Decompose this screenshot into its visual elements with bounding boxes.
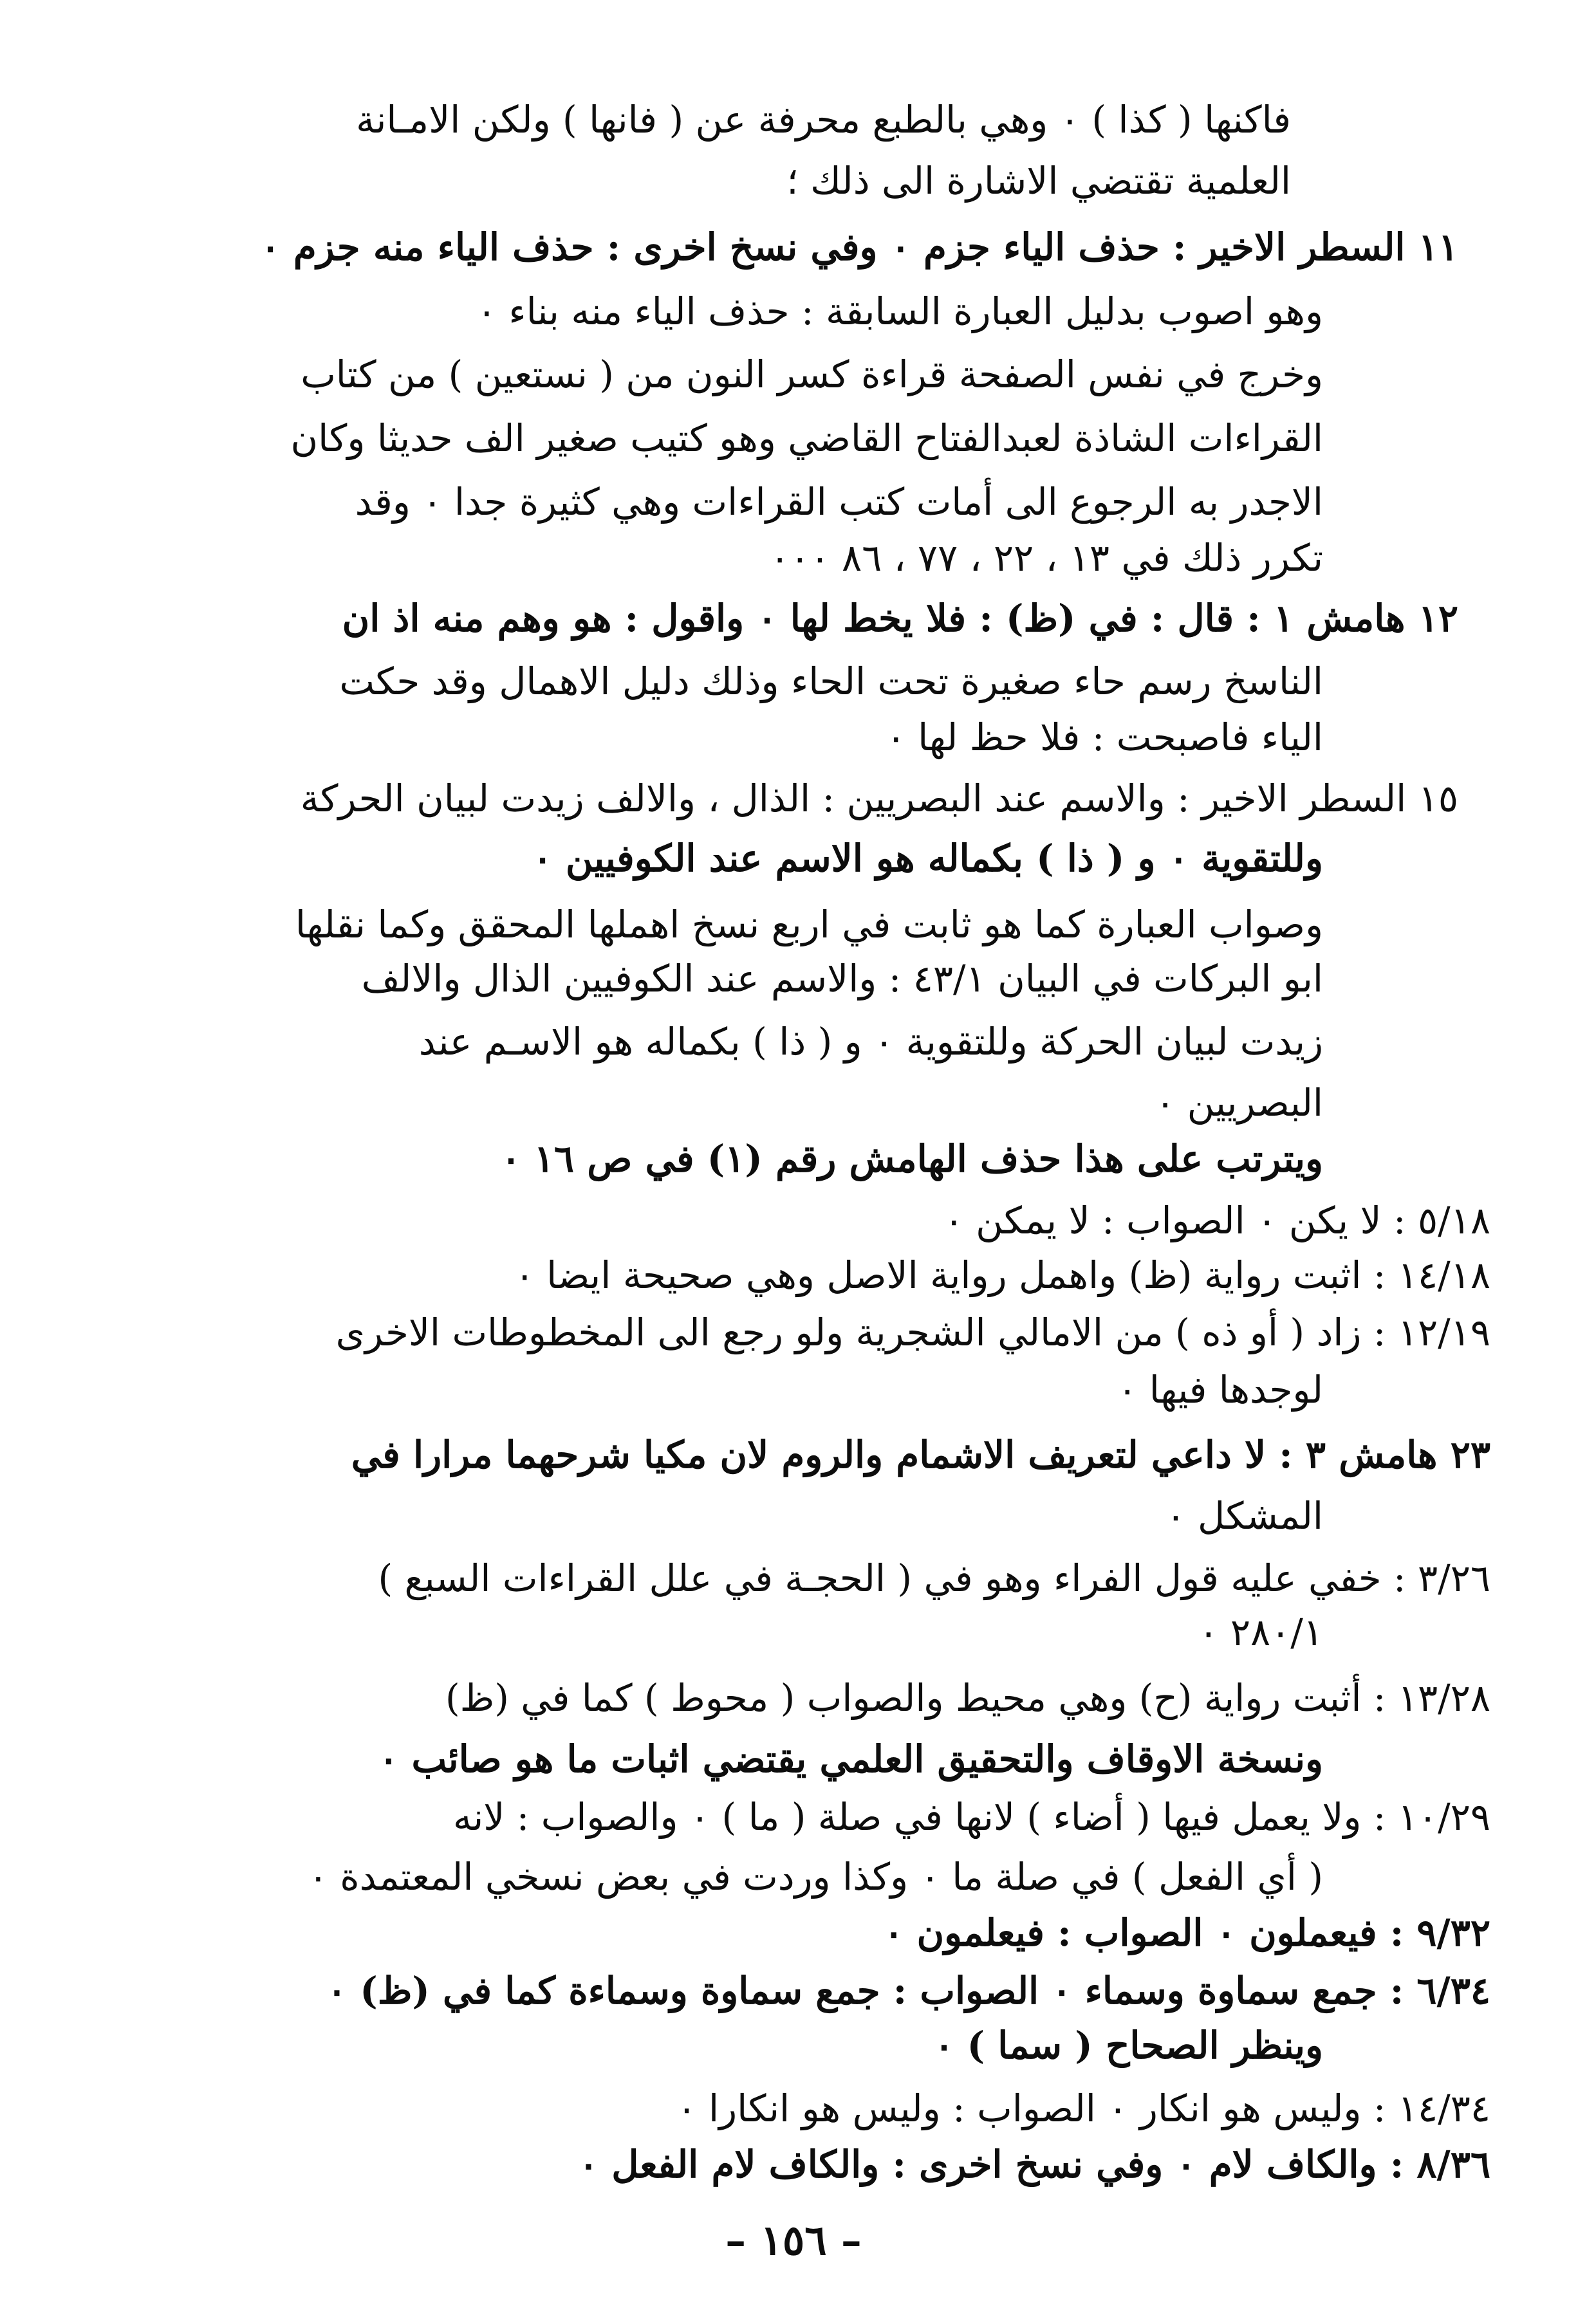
note-line: وخرج في نفس الصفحة قراءة كسر النون من ( نستعين ) من كتاب <box>301 353 1323 396</box>
note-line: زيدت لبيان الحركة وللتقوية ٠ و ( ذا ) بكماله هو الاسـم عند <box>418 1020 1323 1064</box>
note-line: ١٣/٢٨ : أثبت رواية (ح) وهي محيط والصواب ( محوط ) كما في (ظ) <box>445 1676 1490 1720</box>
note-line: ١٢ هامش ١ : قال : في (ظ) : فلا يخط لها ٠ واقول : هو وهم منه اذ ان <box>342 596 1458 640</box>
note-line: ٢٨٠/١ ٠ <box>1198 1610 1323 1654</box>
note-line: ٣/٢٦ : خفي عليه قول الفراء وهو في ( الحجـة في علل القراءات السبع ) <box>378 1556 1490 1600</box>
note-line: ٢٣ هامش ٣ : لا داعي لتعريف الاشمام والروم لان مكيا شرحهما مرارا في <box>351 1433 1490 1477</box>
note-line: ٩/٣٢ : فيعملون ٠ الصواب : فيعلمون ٠ <box>884 1911 1490 1955</box>
note-line: ١١ السطر الاخير : حذف الياء جزم ٠ وفي نسخ اخرى : حذف الياء منه جزم ٠ <box>260 225 1458 269</box>
note-line: ١٥ السطر الاخير : والاسم عند البصريين : الذال ، والالف زيدت لبيان الحركة <box>300 777 1458 820</box>
page-number: – ١٥٦ – <box>725 2217 862 2265</box>
note-line: فاكنها ( كذا ) ٠ وهي بالطبع محرفة عن ( فانها ) ولكن الامـانة <box>356 98 1291 142</box>
note-line: العلمية تقتضي الاشارة الى ذلك ؛ <box>786 159 1291 203</box>
note-line: وهو اصوب بدليل العبارة السابقة : حذف الياء منه بناء ٠ <box>476 290 1323 333</box>
note-line: الناسخ رسم حاء صغيرة تحت الحاء وذلك دليل الاهمال وقد حكت <box>339 659 1323 703</box>
note-line: ٨/٣٦ : والكاف لام ٠ وفي نسخ اخرى : والكاف لام الفعل ٠ <box>578 2143 1490 2186</box>
note-line: ١٤/١٨ : اثبت رواية (ظ) واهمل رواية الاصل وهي صحيحة ايضا ٠ <box>514 1253 1490 1297</box>
note-line: القراءات الشاذة لعبدالفتاح القاضي وهو كتيب صغير الف حديثا وكان <box>290 416 1323 460</box>
note-line: وينظر الصحاح ( سما ) ٠ <box>934 2024 1323 2067</box>
note-line: الياء فاصبحت : فلا حظ لها ٠ <box>886 715 1323 759</box>
note-line: وصواب العبارة كما هو ثابت في اربع نسخ اهملها المحقق وكما نقلها <box>295 903 1323 946</box>
note-line: تكرر ذلك في ١٣ ، ٢٢ ، ٧٧ ، ٨٦ ٠٠٠ <box>770 536 1323 580</box>
note-line: ١٢/١٩ : زاد ( أو ذه ) من الامالي الشجرية ولو رجع الى المخطوطات الاخرى <box>335 1311 1490 1354</box>
note-line: الاجدر به الرجوع الى أمات كتب القراءات وهي كثيرة جدا ٠ وقد <box>355 480 1323 524</box>
note-line: ونسخة الاوقاف والتحقيق العلمي يقتضي اثبات ما هو صائب ٠ <box>378 1737 1323 1781</box>
note-line: ١٤/٣٤ : وليس هو انكار ٠ الصواب : وليس هو انكارا ٠ <box>676 2087 1490 2130</box>
note-line: البصريين ٠ <box>1155 1081 1323 1125</box>
note-line: وللتقوية ٠ و ( ذا ) بكماله هو الاسم عند الكوفيين ٠ <box>532 836 1323 880</box>
note-line: ٦/٣٤ : جمع سماوة وسماء ٠ الصواب : جمع سماوة وسماءة كما في (ظ) ٠ <box>326 1969 1490 2013</box>
note-line: المشكل ٠ <box>1165 1494 1323 1538</box>
note-line: ابو البركات في البيان ٤٣/١ : والاسم عند الكوفيين الذال والالف <box>361 957 1323 1001</box>
note-line: ٥/١٨ : لا يكن ٠ الصواب : لا يمكن ٠ <box>943 1199 1490 1242</box>
note-line: ( أي الفعل ) في صلة ما ٠ وكذا وردت في بعض نسخي المعتمدة ٠ <box>308 1855 1323 1899</box>
note-line: ١٠/٢٩ : ولا يعمل فيها ( أضاء ) لانها في صلة ( ما ) ٠ والصواب : لانه <box>452 1795 1490 1839</box>
note-line: لوجدها فيها ٠ <box>1117 1368 1323 1412</box>
note-line: ويترتب على هذا حذف الهامش رقم (١) في ص ١٦ ٠ <box>501 1137 1323 1181</box>
